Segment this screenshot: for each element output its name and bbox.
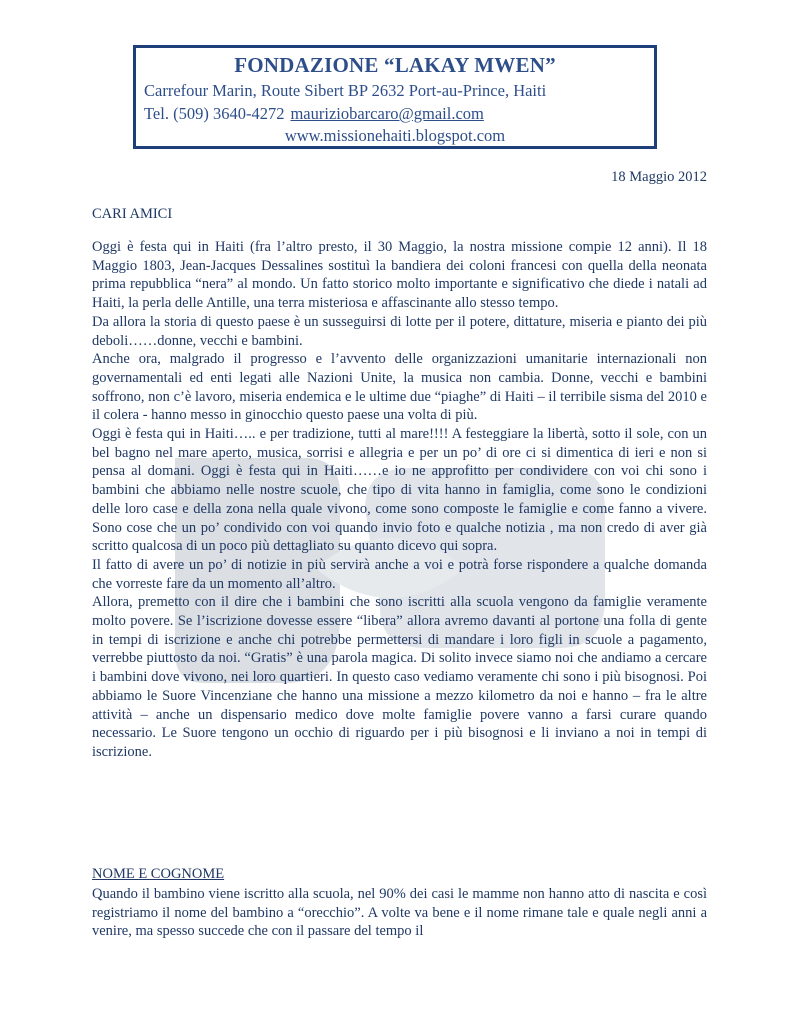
website-link[interactable]: www.missionehaiti.blogspot.com	[284, 126, 506, 145]
letter-body	[92, 238, 707, 762]
paragraph: Da allora la storia di questo paese è un susseguirsi di lotte per il potere, dittature, miseria e pianto dei più deboli……donne, vecchi e bambini.	[92, 313, 707, 349]
phone-number: Tel. (509) 3640-4272	[144, 104, 285, 123]
paragraph: Quando il bambino viene iscritto alla scuola, nel 90% dei casi le mamme non hanno atto di nascita e così registriamo il nome del bambino a “orecchio”. A volte va bene e il nome rimane tale e quale negli anni a venire, ma spesso succede che con il passare del tempo il	[92, 886, 707, 940]
foundation-title: FONDAZIONE “LAKAY MWEN”	[234, 53, 556, 77]
paragraph: Allora, premetto con il dire che i bambini che sono iscritti alla scuola vengono da famiglie veramente molto povere. Se l’iscrizione dovesse essere “libera” allora avremo davanti al portone una folla di gente in tempi di iscrizione e anche chi potrebbe permettersi di mandare i loro figli in scuole a pagamento, verrebbe piuttosto da noi. “Gratis” è una parola magica. Di solito invece siamo noi che andiamo a cercare i bambini dove vivono, nei loro quartieri. In questo caso vediamo veramente chi sono i più bisognosi. Poi abbiamo le Suore Vincenziane che hanno una missione a mezzo kilometro da noi e hanno – fra le altre attività – anche un dispensario medico dove molte famiglie povere vanno a farsi curare quando necessario. Le Suore tengono un occhio di riguardo per i più bisognosi e li inviano a noi in tempi di iscrizione.	[92, 594, 707, 760]
paragraph: Anche ora, malgrado il progresso e l’avvento delle organizzazioni umanitarie internazionali non governamentali ed enti legati alle Nazioni Unite, la musica non cambia. Donne, vecchi e bambini soffrono, non c’è lavoro, miseria endemica e le ultime due “piaghe” di Haiti – il terribile sisma del 2010 e il colera - hanno messo in ginocchio questo paese una volta di più.	[92, 351, 707, 424]
email-link[interactable]: mauriziobarcaro@gmail.com	[290, 104, 484, 123]
paragraph: Oggi è festa qui in Haiti….. e per tradizione, tutti al mare!!!! A festeggiare la libertà, sotto il sole, con un bel bagno nel mare aperto, musica, sorrisi e allegria e per un po’ di ore ci si dimentica di ieri e non si pensa al domani. Oggi è festa qui in Haiti……e io ne approfitto per condividere con voi chi sono i bambini che abbiamo nelle nostre scuole, che tipo di vita hanno in famiglia, come sono le condizioni delle loro case e della zona nella quale vivono, come sono composte le famiglie e come fanno a vivere. Sono cose che un po’ condivido con voi quando invio foto e qualche notizia , ma non credo di aver già scritto qualcosa di un poco più dettagliato su quanto dicevo qui sopra.	[92, 426, 707, 555]
paragraph: Il fatto di avere un po’ di notizie in più servirà anche a voi e potrà forse rispondere a qualche domanda che vorreste fare da un momento all’altro.	[92, 556, 707, 592]
contact-line	[144, 104, 484, 124]
salutation: CARI AMICI	[92, 206, 173, 222]
section-heading: NOME E COGNOME	[92, 866, 225, 882]
foundation-address: Carrefour Marin, Route Sibert BP 2632 Port-au-Prince, Haiti	[144, 81, 547, 100]
letter-date: 18 Maggio 2012	[611, 169, 707, 185]
section-body	[92, 885, 707, 941]
letterhead-box	[133, 45, 657, 149]
paragraph: Oggi è festa qui in Haiti (fra l’altro presto, il 30 Maggio, la nostra missione compie 12 anni). Il 18 Maggio 1803, Jean-Jacques Dessalines sostituì la bandiera dei coloni francesi con quella della neonata prima repubblica “nera” al mondo. Un fatto storico molto importante e significativo che diede i natali ad Haiti, la perla delle Antille, una terra misteriosa e affascinante allo stesso tempo.	[92, 239, 707, 312]
